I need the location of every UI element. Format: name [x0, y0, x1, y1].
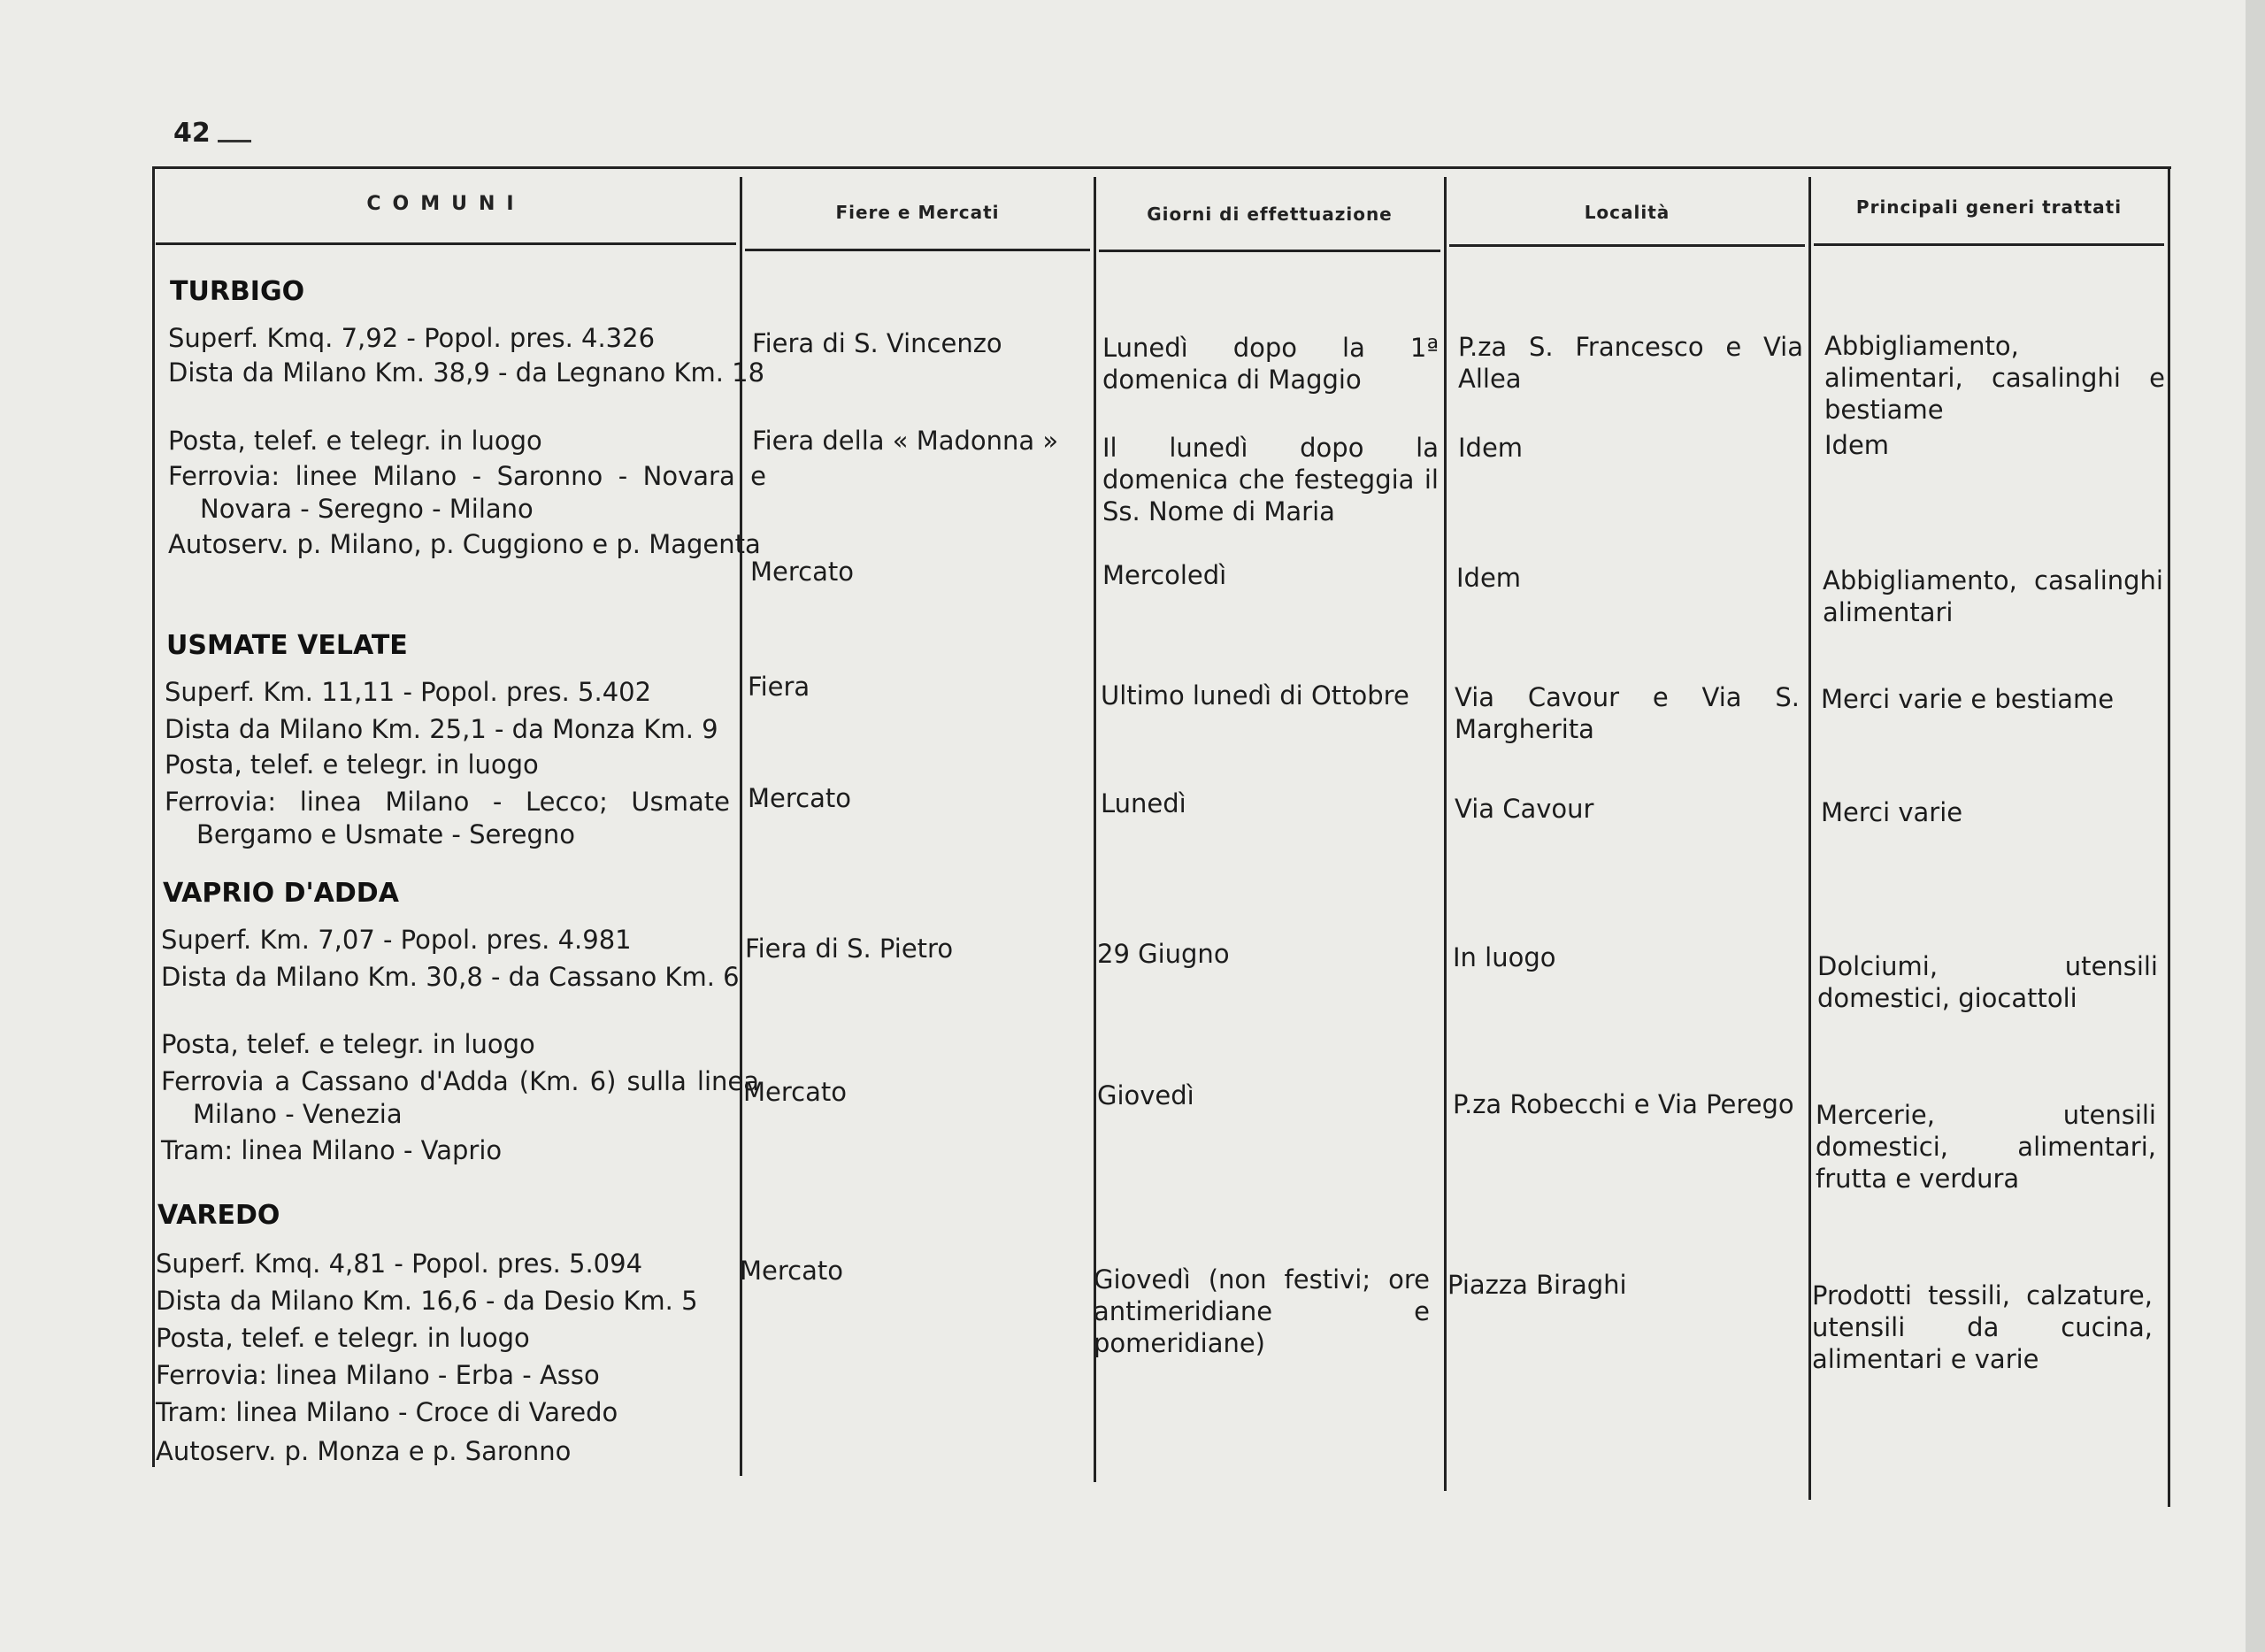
- giorni-cell: Ultimo lunedì di Ottobre: [1101, 680, 1409, 711]
- page-number-dash: [218, 140, 251, 142]
- column-header-comuni: COMUNI: [366, 193, 526, 215]
- table-right-border: [2168, 166, 2170, 1507]
- comune-info-line: Superf. Kmq. 4,81 - Popol. pres. 5.094: [156, 1249, 643, 1279]
- column-header-generi: Principali generi trattati: [1855, 196, 2123, 218]
- localita-cell: Idem: [1458, 433, 1524, 463]
- fiera-cell: Mercato: [748, 783, 851, 813]
- giorni-cell: Il lunedì dopo la domenica che festeggia il Ss. Nome di Maria: [1102, 433, 1439, 526]
- header-rule-fiere: [745, 249, 1090, 251]
- comune-info-line: Superf. Km. 11,11 - Popol. pres. 5.402: [165, 677, 652, 707]
- fiera-cell: Fiera: [748, 672, 810, 702]
- header-rule-giorni: [1099, 250, 1440, 252]
- comune-info-line: Posta, telef. e telegr. in luogo: [165, 749, 539, 780]
- generi-cell: Merci varie: [1821, 797, 1963, 827]
- comune-info-line: Autoserv. p. Milano, p. Cuggiono e p. Magenta: [168, 529, 761, 559]
- giorni-cell: Giovedì (non festivi; ore antimeridiane e pomeridiane): [1094, 1264, 1430, 1358]
- giorni-cell: Giovedì: [1097, 1080, 1194, 1110]
- generi-cell: Abbigliamento, alimentari, casalinghi e bestiame: [1824, 331, 2165, 425]
- giorni-cell: Mercoledì: [1102, 560, 1227, 590]
- page-number: 42: [173, 118, 211, 149]
- column-header-giorni: Giorni di effettuazione: [1147, 204, 1393, 225]
- comune-name: TURBIGO: [170, 276, 305, 307]
- header-rule-localita: [1449, 244, 1805, 247]
- localita-cell: In luogo: [1453, 942, 1556, 972]
- generi-cell: Merci varie e bestiame: [1821, 684, 2115, 714]
- table-left-border: [152, 166, 155, 1467]
- comune-info-line: Posta, telef. e telegr. in luogo: [161, 1029, 535, 1059]
- comune-info-line: Dista da Milano Km. 38,9 - da Legnano Km. 18: [168, 357, 765, 388]
- fiera-cell: Mercato: [750, 557, 854, 587]
- comune-info-line: Autoserv. p. Monza e p. Saronno: [156, 1436, 572, 1466]
- fiera-cell: Fiera di S. Pietro: [745, 934, 954, 964]
- giorni-cell: Lunedì dopo la 1ª domenica di Maggio: [1102, 333, 1439, 395]
- localita-cell: P.za S. Francesco e Via Allea: [1458, 332, 1803, 394]
- comune-info-line: Tram: linea Milano - Vaprio: [161, 1135, 503, 1165]
- page-edge-shadow: [2246, 0, 2265, 1652]
- comune-info-line: Superf. Km. 7,07 - Popol. pres. 4.981: [161, 925, 632, 955]
- fiera-cell: Mercato: [743, 1077, 847, 1107]
- giorni-cell: Lunedì: [1101, 788, 1186, 818]
- localita-cell: P.za Robecchi e Via Perego: [1453, 1089, 1794, 1119]
- comune-info-line: Tram: linea Milano - Croce di Varedo: [156, 1397, 618, 1427]
- table-top-rule: [152, 166, 2171, 169]
- generi-cell: Dolciumi, utensili domestici, giocattoli: [1817, 951, 2158, 1013]
- comune-name: VAPRIO D'ADDA: [163, 878, 399, 909]
- column-header-localita: Località: [1584, 202, 1670, 223]
- comune-info-line: Dista da Milano Km. 16,6 - da Desio Km. 5: [156, 1286, 698, 1316]
- comune-info-line: Ferrovia: linee Milano - Saronno - Novara e Novara - Seregno - Milano: [168, 461, 766, 524]
- column-divider-3: [1444, 177, 1447, 1491]
- comune-info-line: Posta, telef. e telegr. in luogo: [168, 426, 542, 456]
- generi-cell: Prodotti tessili, calzature, utensili da cucina, alimentari e varie: [1812, 1280, 2153, 1374]
- localita-cell: Via Cavour: [1455, 794, 1594, 824]
- generi-cell: Idem: [1824, 430, 1890, 460]
- comune-info-line: Posta, telef. e telegr. in luogo: [156, 1323, 530, 1353]
- comune-info-line: Superf. Kmq. 7,92 - Popol. pres. 4.326: [168, 323, 656, 353]
- column-header-fiere: Fiere e Mercati: [835, 202, 1000, 223]
- giorni-cell: 29 Giugno: [1097, 939, 1230, 969]
- fiera-cell: Fiera di S. Vincenzo: [752, 328, 1002, 358]
- comune-info-line: Dista da Milano Km. 25,1 - da Monza Km. 9: [165, 714, 718, 744]
- generi-cell: Abbigliamento, casalinghi alimentari: [1823, 565, 2163, 627]
- comune-info-line: Dista da Milano Km. 30,8 - da Cassano Km. 6: [161, 962, 740, 992]
- comune-name: VAREDO: [157, 1200, 280, 1231]
- column-divider-4: [1808, 177, 1811, 1500]
- localita-cell: Via Cavour e Via S. Margherita: [1455, 682, 1800, 744]
- comune-info-line: Ferrovia: linea Milano - Lecco; Usmate - Bergamo e Usmate - Seregno: [165, 787, 763, 849]
- header-rule-comuni: [156, 242, 736, 245]
- localita-cell: Idem: [1456, 563, 1522, 593]
- generi-cell: Mercerie, utensili domestici, alimentari, frutta e verdura: [1816, 1100, 2156, 1194]
- fiera-cell: Fiera della « Madonna »: [752, 426, 1059, 456]
- localita-cell: Piazza Biraghi: [1447, 1270, 1627, 1300]
- comune-info-line: Ferrovia a Cassano d'Adda (Km. 6) sulla linea Milano - Venezia: [161, 1066, 759, 1129]
- header-rule-generi: [1814, 243, 2164, 246]
- fiera-cell: Mercato: [740, 1256, 843, 1286]
- comune-name: USMATE VELATE: [166, 630, 408, 661]
- comune-info-line: Ferrovia: linea Milano - Erba - Asso: [156, 1360, 600, 1390]
